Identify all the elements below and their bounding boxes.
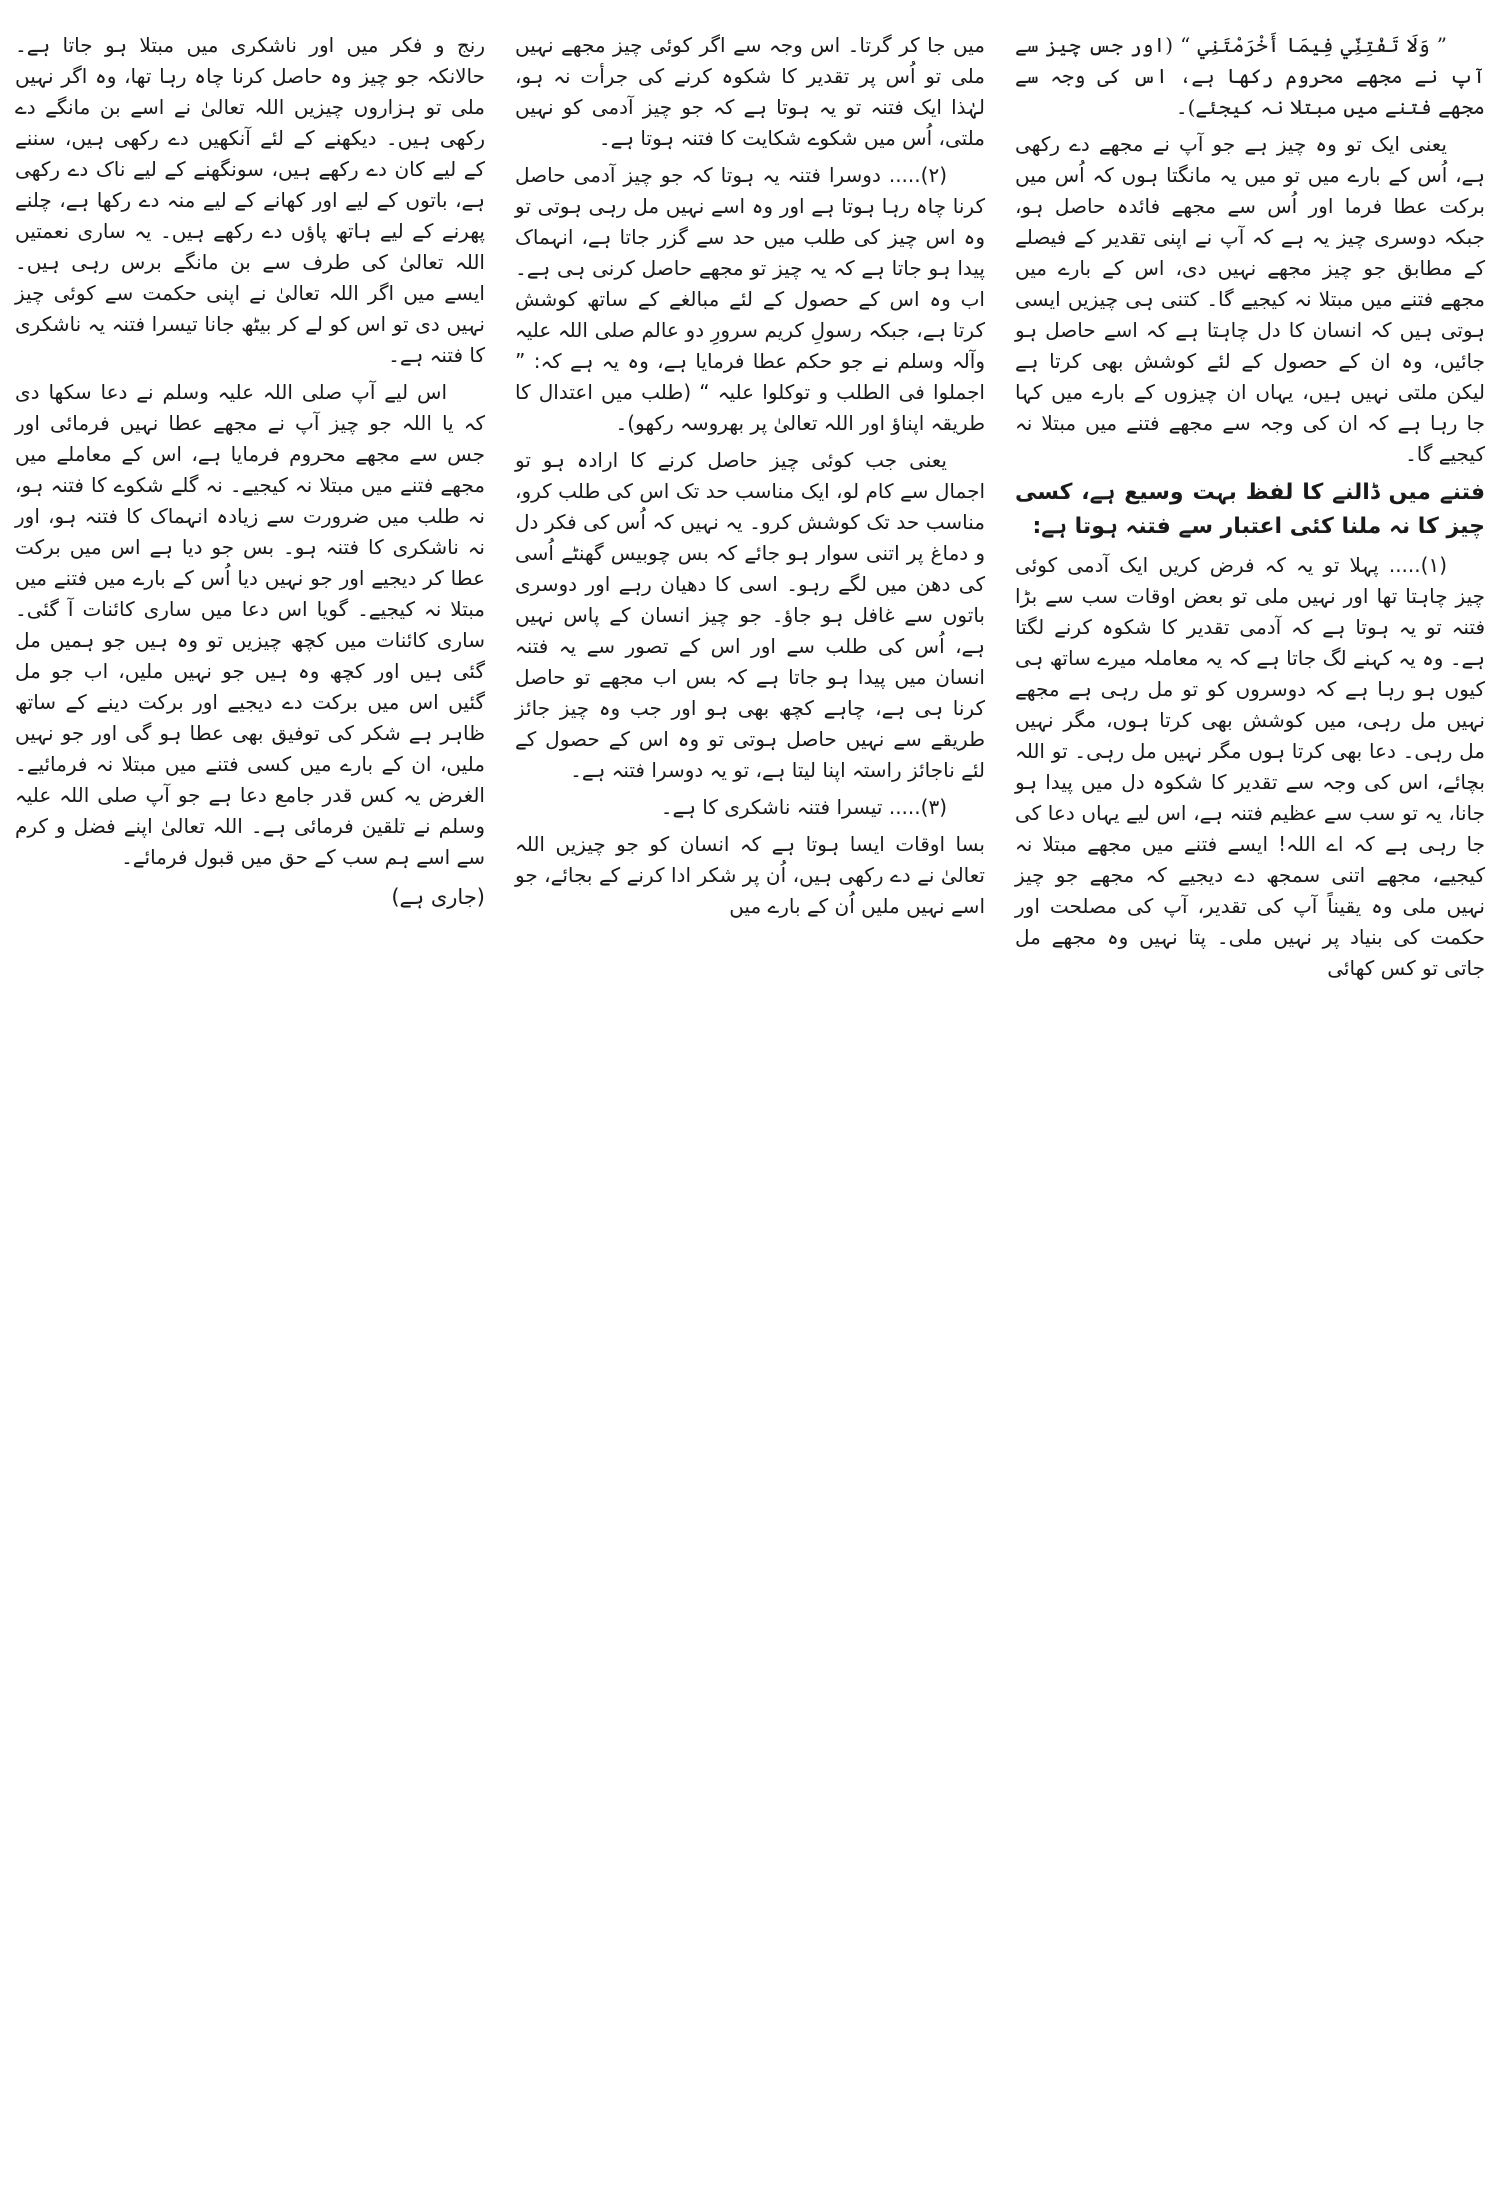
paragraph: میں جا کر گرتا۔ اس وجہ سے اگر کوئی چیز مجھے نہیں ملی تو اُس پر تقدیر کا شکوہ کرنے کی جرأت نہ ہو، لہٰذا ایک فتنہ تو یہ ہوتا ہے کہ جو چیز آدمی کو نہیں ملتی، اُس میں شکوے شکایت کا فتنہ ہوتا ہے۔: [515, 33, 985, 150]
paragraph: بسا اوقات ایسا ہوتا ہے کہ انسان کو جو چیزیں اللہ تعالیٰ نے دے رکھی ہیں، اُن پر شکر ادا کرنے کے بجائے، جو اسے نہیں ملیں اُن کے بارے میں: [515, 832, 985, 918]
column-left: [15, 30, 485, 2180]
paragraph-heading: فتنے میں ڈالنے کا لفظ بہت وسیع ہے، کسی چیز کا نہ ملنا کئی اعتبار سے فتنہ ہوتا ہے:: [1015, 480, 1485, 540]
paragraph: اس لیے آپ صلی اللہ علیہ وسلم نے دعا سکھا دی کہ یا اللہ جو چیز آپ نے مجھے عطا نہیں فرمائی اور جس سے مجھے محروم فرمایا ہے، اس کے معاملے میں مجھے فتنے میں مبتلا نہ کیجیے۔ نہ گلے شکوے کا فتنہ ہو، نہ طلب میں ضرورت سے زیادہ انہماک کا فتنہ ہو، اور نہ ناشکری کا فتنہ ہو۔ بس جو دیا ہے اس میں برکت عطا کر دیجیے اور جو نہیں دیا اُس کے بارے میں فتنے میں مبتلا نہ کیجیے۔ گویا اس دعا میں ساری کائنات آ گئی۔ ساری کائنات میں کچھ چیزیں تو وہ ہیں جو ہمیں مل گئی ہیں اور کچھ وہ ہیں جو نہیں ملیں، اب جو مل گئیں اس میں برکت دے دیجیے اور برکت دینے کے ساتھ ظاہر ہے شکر کی توفیق بھی عطا ہو گی اور جو نہیں ملیں، ان کے بارے میں کسی فتنے میں مبتلا نہ فرمائیے۔ الغرض یہ کس قدر جامع دعا ہے جو آپ صلی اللہ علیہ وسلم نے تلقین فرمائی ہے۔ اللہ تعالیٰ اپنے فضل و کرم سے اسے ہم سب کے حق میں قبول فرمائے۔: [15, 380, 485, 869]
paragraph: (۳)..... تیسرا فتنہ ناشکری کا ہے۔: [660, 795, 947, 819]
paragraph: یعنی جب کوئی چیز حاصل کرنے کا ارادہ ہو تو اجمال سے کام لو، ایک مناسب حد تک اس کی طلب کرو، مناسب حد تک کوشش کرو۔ یہ نہیں کہ اُس کی فکر دل و دماغ پر اتنی سوار ہو جائے کہ بس چوبیس گھنٹے اُسی کی دھن میں لگے رہو۔ اسی کا دھیان رہے اور دوسری باتوں سے غافل ہو جاؤ۔ جو چیز انسان کے پاس نہیں ہے، اُس کی طلب سے اور اس کے تصور سے یہ فتنہ انسان میں پیدا ہو جاتا ہے کہ بس اب مجھے تو حاصل کرنا ہی ہے، چاہے کچھ بھی ہو اور جب وہ چیز جائز طریقے سے نہیں حاصل ہوتی تو وہ اس کے حصول کے لئے ناجائز راستہ اپنا لیتا ہے، تو یہ دوسرا فتنہ ہے۔: [515, 448, 985, 782]
paragraph: (۲)..... دوسرا فتنہ یہ ہوتا کہ جو چیز آدمی حاصل کرنا چاہ رہا ہوتا ہے اور وہ اسے نہیں مل رہی ہوتی تو وہ اس چیز کی طلب میں حد سے گزر جاتا ہے، انہماک پیدا ہو جاتا ہے کہ یہ چیز تو مجھے حاصل کرنی ہی ہے۔ اب وہ اس کے حصول کے لئے مبالغے کے ساتھ کوشش کرتا ہے، جبکہ رسولِ کریم سرورِ دو عالم صلی اللہ علیہ وآلہ وسلم نے جو حکم عطا فرمایا ہے، وہ یہ ہے کہ: ” اجملوا فی الطلب و توکلوا علیہ “ (طلب میں اعتدال کا طریقہ اپناؤ اور اللہ تعالیٰ پر بھروسہ رکھو)۔: [515, 163, 985, 435]
paragraph: رنج و فکر میں اور ناشکری میں مبتلا ہو جاتا ہے۔ حالانکہ جو چیز وہ حاصل کرنا چاہ رہا تھا، وہ اگر نہیں ملی تو ہزاروں چیزیں اللہ تعالیٰ نے اسے بن مانگے دے رکھی ہیں۔ دیکھنے کے لئے آنکھیں دے رکھی ہیں، سننے کے لیے کان دے رکھے ہیں، سونگھنے کے لیے ناک دے رکھی ہے، باتوں کے لیے اور کھانے کے لیے منہ دے رکھا ہے، چلنے پھرنے کے لیے ہاتھ پاؤں دے رکھے ہیں۔ یہ ساری نعمتیں اللہ تعالیٰ کی طرف سے بن مانگے برس رہی ہیں۔ ایسے میں اگر اللہ تعالیٰ نے اپنی حکمت سے کوئی چیز نہیں دی تو اس کو لے کر بیٹھ جانا تیسرا فتنہ یہ ناشکری کا فتنہ ہے۔: [15, 33, 485, 367]
column-right: [1015, 30, 1485, 2180]
column-middle: [515, 30, 985, 2180]
paragraph: ” وَلَا تَفْتِنِّي فِيمَا أَخْرَمْتَنِي “ (اور جس چیز سے آپ نے مجھے محروم رکھا ہے، اس کی وجہ سے مجھے فتنے میں مبتلا نہ کیجئے)۔: [1015, 33, 1485, 119]
continued-label: (جاری ہے): [391, 885, 485, 909]
paragraph: (۱)..... پہلا تو یہ کہ فرض کریں ایک آدمی کوئی چیز چاہتا تھا اور نہیں ملی تو بعض اوقات سب سے بڑا فتنہ تو یہ ہوتا ہے کہ آدمی تقدیر کا شکوہ کرنے لگتا ہے۔ وہ یہ کہنے لگ جاتا ہے کہ یہ معاملہ میرے ساتھ ہی کیوں ہو رہا ہے کہ دوسروں کو تو مل رہی ہے مجھے نہیں مل رہی، میں کوشش بھی کرتا ہوں، مگر نہیں مل رہی۔ دعا بھی کرتا ہوں مگر نہیں مل رہی۔ تو اللہ بچائے، اس کی وجہ سے تقدیر کا شکوہ دل میں پیدا ہو جانا، یہ تو سب سے عظیم فتنہ ہے، اس لیے یہاں دعا کی جا رہی ہے کہ اے اللہ! ایسے فتنے میں مجھے مبتلا نہ کیجیے، مجھے اتنی سمجھ دے دیجیے کہ مجھے جو چیز نہیں ملی وہ یقیناً آپ کی تقدیر، آپ کی مصلحت اور حکمت کی بنیاد پر نہیں ملی۔ پتا نہیں وہ مجھے مل جاتی تو کس کھائی: [1015, 553, 1485, 981]
paragraph: یعنی ایک تو وہ چیز ہے جو آپ نے مجھے دے رکھی ہے، اُس کے بارے میں تو میں یہ مانگتا ہوں کہ اُس میں برکت عطا فرما اور اُس سے مجھے فائدہ حاصل ہو، جبکہ دوسری چیز یہ ہے کہ آپ نے اپنی تقدیر کے فیصلے کے مطابق جو چیز مجھے نہیں دی، اس کے بارے میں مجھے فتنے میں مبتلا نہ کیجیے گا۔ کتنی ہی چیزیں ایسی ہوتی ہیں کہ انسان کا دل چاہتا ہے کہ اسے حاصل ہو جائیں، وہ ان کے حصول کے لئے کوشش بھی کرتا ہے لیکن ملتی نہیں ہیں، یہاں ان چیزوں کے بارے میں کہا جا رہا ہے کہ ان کی وجہ سے مجھے فتنے میں مبتلا نہ کیجیے گا۔: [1015, 132, 1485, 466]
